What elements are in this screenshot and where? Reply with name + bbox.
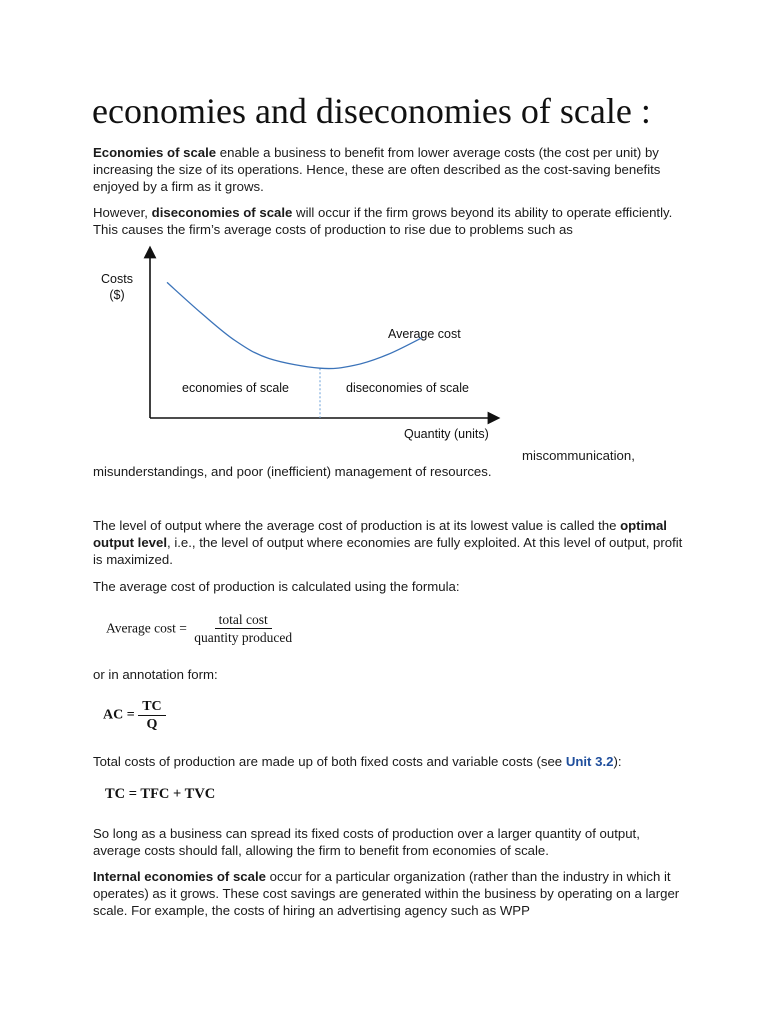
y-axis-label-unit: ($) [109, 288, 125, 302]
average-cost-chart [90, 244, 510, 444]
paragraph-spread-fixed-costs: So long as a business can spread its fixed costs of production over a larger quantity of output, average costs should fall, allowing the firm to benefit from economies of scale. [93, 826, 640, 858]
formula-fraction [190, 612, 296, 645]
term-diseconomies-of-scale: diseconomies of scale [151, 205, 293, 220]
region-label-economies: economies of scale [182, 381, 290, 395]
paragraph-diseconomies-continuation: misunderstandings, and poor (inefficient) management of resources. [93, 464, 492, 479]
paragraph-text-after: ): [613, 754, 622, 769]
paragraph-total-costs [93, 753, 683, 770]
region-label-diseconomies: diseconomies of scale [346, 381, 469, 395]
paragraph-text-before: The level of output where the average cost of production is at its lowest value is called the [93, 518, 621, 533]
paragraph-formula-intro: The average cost of production is calculated using the formula: [93, 579, 460, 594]
paragraph-text-before: Total costs of production are made up of both fixed costs and variable costs (see [93, 754, 566, 769]
formula-tc: TC = TFC + TVC [105, 786, 216, 802]
paragraph-text-after: will occur if the firm grows beyond its ability to operate efficiently. This causes the firm’s average costs of production to rise due to problems such as [93, 205, 673, 237]
formula-fraction [138, 699, 165, 732]
formula-lhs: Average cost = [106, 620, 187, 636]
paragraph-text-before: However, [93, 205, 152, 220]
x-axis-label: Quantity (units) [404, 427, 489, 441]
paragraph-optimal-output [93, 517, 683, 568]
term-internal-economies-of-scale: Internal economies of scale [93, 869, 266, 884]
unit-3-2-link[interactable]: Unit 3.2 [565, 754, 614, 769]
formula-lhs: AC = [103, 707, 135, 723]
paragraph-internal-economies [93, 868, 683, 919]
paragraph-text: enable a business to benefit from lower average costs (the cost per unit) by increasing the size of its operations. Hence, these are often described as the cost-saving benefits enjoyed by a firm as it grows. [93, 145, 661, 194]
formula-ac [103, 699, 166, 732]
formula-numerator: total cost [215, 612, 272, 629]
term-optimal-output-level: optimal output level [93, 518, 667, 550]
paragraph-text-after: , i.e., the level of output where economies are fully exploited. At this level of output, profit is maximized. [93, 535, 683, 567]
curve-label-average-cost: Average cost [388, 327, 461, 341]
formula-denominator: Q [146, 717, 158, 732]
page-title: economies and diseconomies of scale : [92, 91, 651, 131]
paragraph-diseconomies-of-scale [93, 204, 683, 238]
y-axis-label: Costs [101, 272, 133, 286]
paragraph-text: occur for a particular organization (rather than the industry in which it operates) as it grows. These cost savings are generated within the business by operating on a larger scale. For example, the costs of hiring an advertising agency such as WPP [93, 869, 680, 918]
average-cost-curve [167, 282, 422, 368]
paragraph-annotation-intro: or in annotation form: [93, 667, 218, 682]
term-economies-of-scale: Economies of scale [93, 145, 217, 160]
formula-denominator: quantity produced [194, 630, 293, 645]
formula-numerator: TC [138, 699, 165, 716]
formula-average-cost [106, 612, 296, 645]
paragraph-economies-of-scale [93, 144, 683, 195]
paragraph-wrap-right: miscommunication, [522, 448, 635, 463]
